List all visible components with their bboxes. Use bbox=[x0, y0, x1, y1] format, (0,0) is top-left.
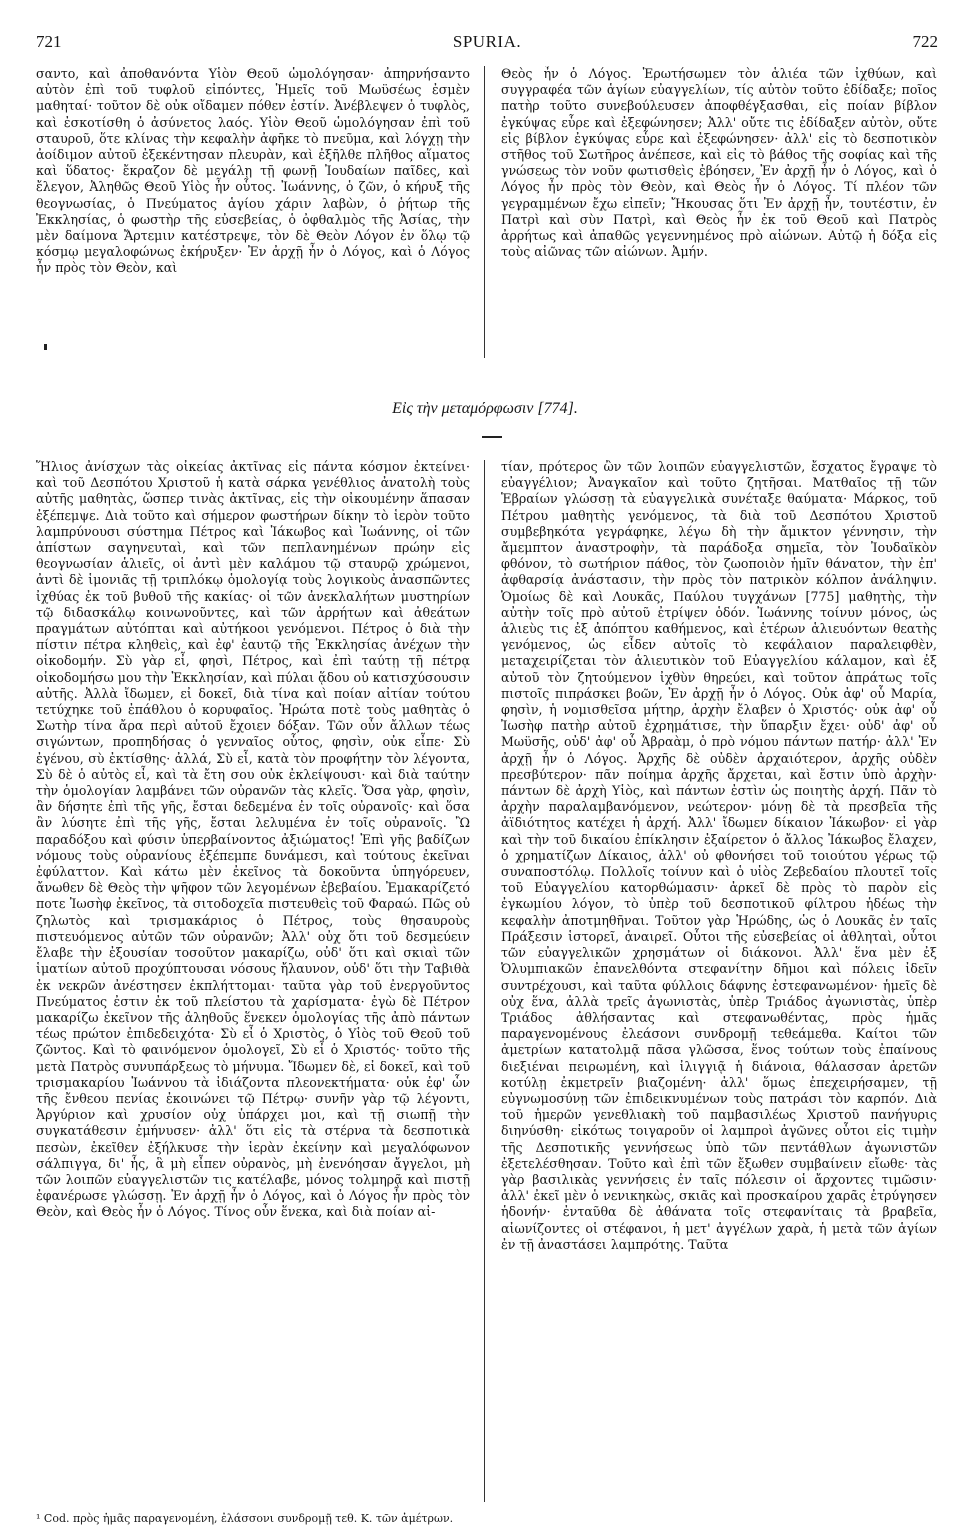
page-number-left: 721 bbox=[36, 32, 62, 51]
margin-mark bbox=[44, 344, 47, 350]
top-right-column bbox=[501, 66, 937, 356]
section-title: Εἰς τὴν μεταμόρφωσιν [774]. bbox=[392, 400, 578, 417]
page-number-right: 722 bbox=[912, 32, 938, 51]
top-left-paragraph: σαντο, καὶ ἀποθανόντα Υἱὸν Θεοῦ ὡμολόγησαν· ἀπηρνήσαντο αὐτὸν ἐπὶ τοῦ τυφλοῦ εἰπόντες, Ἡμεῖς τοῦ Μωϋσέως ἐσμὲν μαθηταί· τοῦτον δὲ οὐκ οἴδαμεν πόθεν ἐστίν. Ἀνέβλεψεν ὁ τυφλὸς, καὶ ἐσκοτίσθη ὁ ἀσύνετος λαός. Υἱὸν Θεοῦ ὡμολόγησαν ἐπὶ τοῦ σταυροῦ, ὅτε κλίνας τὴν κεφαλὴν ἀφῆκε τὸ πνεῦμα, καὶ λόγχῃ τὴν ἀοίδιμον αὐτοῦ ἐξεκέντησαν πλευρὰν, καὶ ἐξῆλθε πλῆθος αἵματος καὶ ὕδατος· ἔκραζον δὲ μεγάλῃ τῇ φωνῇ Ἰουδαίων παῖδες, καὶ ἔλεγον, Ἀληθῶς Θεοῦ Υἱὸς ἦν οὗτος. Ἰωάννης, ὁ ζῶν, ὁ κήρυξ τῆς θεογνωσίας, ὁ Πνεύματος ἁγίου χάριν λαβὼν, ὁ ῥήτωρ τῆς Ἐκκλησίας, ὁ φωστὴρ τῆς εὐσεβείας, ὁ ὀφθαλμὸς τῆς Ἀσίας, τὴν μὲν δαίμονα Ἄρτεμιν κατέστρεψε, τὸν δὲ Θεὸν Λόγον ἐν ὅλῳ τῷ κόσμῳ μεγαλοφώνως ἐκήρυξεν· Ἐν ἀρχῇ ἦν ὁ Λόγος, καὶ ὁ Λόγος ἦν πρὸς τὸν Θεὸν, καὶ bbox=[36, 66, 470, 276]
running-title: SPURIA. bbox=[452, 32, 522, 51]
bottom-right-paragraph: τίαν, πρότερος ὢν τῶν λοιπῶν εὐαγγελιστῶν, ἔσχατος ἔγραψε τὸ εὐαγγέλιον; Ἀναγκαῖον καὶ τοῦτο ζητῆσαι. Ματθαῖος τῇ τῶν Ἑβραίων γλώσσῃ τὰ εὐαγγελικὰ συνέταξε θαύματα· Μάρκος, τοῦ Πέτρου μαθητὴς γενόμενος, τὰ διὰ τοῦ Δεσπότου Χριστοῦ συμβεβηκότα γεγράφηκε, λέγω δὴ τὴν ἄμικτον γέννησιν, τὴν ἄμεμπτον ἀναστροφὴν, τὰ παράδοξα σημεῖα, τὸν Ἰουδαϊκὸν φθόνον, τὸ σωτήριον πάθος, τὸν ζωοποιὸν ἡμῖν θάνατον, τὴν ἐπ' ἀφθαρσίᾳ ἀνάστασιν, τὴν πρὸς τὸν πατρικὸν κόλπον ἀνάληψιν. Ὁμοίως δὲ καὶ Λουκᾶς, Παύλου τυγχάνων [775] μαθητὴς, τὴν αὐτὴν τοῖς πρὸ αὐτοῦ ἐτρίψεν ὁδόν. Ἰωάννης τοίνυν μόνος, ὡς ἁλιεὺς τις ἐξ ἀπόπτου καθήμενος, καὶ ἑτέρων ἁλιευόντων θεατὴς γενόμενος, ὡς εἶδεν αὐτοῖς τὸ κεφάλαιον παραλειφθὲν, μεταχειρίζεται τὸν ἁλιευτικὸν τοῦ Εὐαγγελίου κάλαμον, καὶ ἐξ αὐτοῦ τὸν ζητούμενον ἰχθὺν θηρεύει, καὶ τοῦτον ἀπράτως τοῖς πιστοῖς πιπράσκει βοῶν, Ἐν ἀρχῇ ἦν ὁ Λόγος. Οὐκ ἀφ' οὗ Μαρία, φησὶν, ἡ νομισθεῖσα μήτηρ, ἀρχὴν ἔλαβεν ὁ Χριστός· οὐκ ἀφ' οὗ Ἰωσὴφ πατὴρ αὐτοῦ ἐχρημάτισε, τὴν ὕπαρξιν ἔχει· οὐδ' ἀφ' οὗ Μωϋσῆς, οὐδ' ἀφ' οὗ Ἀβραὰμ, ὁ πρὸ νόμου πάντων πατήρ· ἀλλ' Ἐν ἀρχῇ ἦν ὁ Λόγος. Ἀρχῆς δὲ οὐδὲν ἀρχαιότερον, ἀρχῆς οὐδὲν πρεσβύτερον· πᾶν ποίημα ἀρχῆς ἄρχεται, καὶ ἔστιν ὑπὸ ἀρχὴν· πάντων δὲ ἀρχὴ Υἱὸς, καὶ πάντων ἐστὶν ὡς ποιητὴς ἀρχή. Πᾶν τὸ ἀρχὴν παραλαμβανόμενον, νεώτερον· μόνῃ δὲ τὰ πρεσβεῖα τῆς ἀϊδιότητος κατέχει ἡ ἀρχή. Ἀλλ' ἴδωμεν δίκαιον Ἰάκωβον· εἰ γὰρ καὶ τὴν τοῦ δικαίου ἐπίκλησιν ἐξαίρετον ὁ ἄλλος Ἰάκωβος ἔλαχεν, ὁ χρηματίζων Δίκαιος, ἀλλ' οὐ φθονήσει τοῦ τοιούτου γέρως τῷ συναποστόλῳ. Πολλοῖς τοίνυν καὶ ὁ υἱὸς Ζεβεδαίου πλουτεῖ τοῖς τοῦ Εὐαγγελίου κατορθώμασιν· ἀρκεῖ δὲ πρὸς τὸ παρὸν εἰς ἐγκωμίου λόγον, τὸ ὑπὲρ τοῦ δεσποτικοῦ φίλτρου ἡδέως τὴν κεφαλὴν ἀποτμηθῆναι. Τοῦτον γὰρ Ἡρώδης, ὡς ὁ Λουκᾶς ἐν ταῖς Πράξεσιν ἱστορεῖ, ἀναιρεῖ. Οὗτοι τῆς εὐσεβείας οἱ ἀθληταὶ, οὗτοι τῶν εὐαγγελικῶν χρησμάτων οἱ διάκονοι. Ἀλλ' ἕνα μὲν ἐξ Ὀλυμπιακῶν ἐπανελθόντα στεφανίτην δῆμοι καὶ πόλεις ἰδεῖν συντρέχουσι, καὶ ταῦτα φύλλοις δάφνης ἐστεφανωμένον· ἡμεῖς δὲ οὐχ ἕνα, ἀλλὰ τρεῖς ἀγωνιστὰς, ὑπὲρ Τριάδος ἀγωνιστὰς, ὑπὲρ Τριάδος ἀθλήσαντας καὶ στεφανωθέντας, πρὸς ἡμᾶς παραγενομένους ἐλεάσονι συνδρομῇ τεθεάμεθα. Καίτοι τῶν ἀμετρίων κατατολμᾷ πᾶσα γλῶσσα, ἕνος τούτων τοὺς ἐπαίνους διεξιέναι πειρωμένη, καὶ ἰλιγγιᾷ ἡ διάνοια, θάλασσαν ἀρετῶν κοτύλῃ ἐκμετρεῖν βιαζομένη· ἀλλ' ὅμως ἐπεχειρήσαμεν, τῇ εὐγνωμοσύνῃ τῶν ἐπιδεικνυμένων τοὺς πατράσι τὸν καρπόν. Διὰ τοῦ ἡμερῶν γενεθλιακὴ τοῦ παμβασιλέως Χριστοῦ πανήγυρις διηνύσθη· εἰκότως τοιγαροῦν οἱ λαμπροὶ ἀγῶνες οὗτοι εἰς τιμὴν τῆς Δεσποτικῆς γεννήσεως ὑπὸ τῶν πεντάθλων ἀγωνιστῶν ἐξετελέσθησαν. Τοῦτο καὶ ἐπὶ τῶν ἔξωθεν συμβαίνειν εἴωθε· τὰς γὰρ βασιλικὰς γεννήσεις ἐν ταῖς πόλεσιν οἱ ἄρχοντες τιμῶσιν· ἀλλ' ἐκεῖ μὲν ὁ νενικηκὼς, σκιᾶς καὶ προσκαίρου χαρᾶς ἐτρύγησεν ἡδονήν· ἐνταῦθα δὲ ἀθάνατα τοῖς στεφανίταις τὰ βραβεῖα, αἰωνίζοντες οἱ στέφανοι, ἡ μετ' ἀγγέλων χαρὰ, ἡ μετὰ τῶν ἁγίων ἐν τῇ ἀναστάσει λαμπρότης. Ταῦτα bbox=[501, 459, 937, 1252]
column-divider-top bbox=[484, 66, 485, 358]
running-head bbox=[36, 32, 938, 56]
bottom-left-paragraph: Ἥλιος ἀνίσχων τὰς οἰκείας ἀκτῖνας εἰς πάντα κόσμον ἐκτείνει· καὶ τοῦ Δεσπότου Χριστοῦ ἡ κατὰ σάρκα γενέθλιος ἀνατολὴ τοὺς αὐτῆς μαθητὰς, ὥσπερ τινὰς ἀκτῖνας, εἰς τὴν οἰκουμένην ἅπασαν ἐξέπεμψε. Διὰ τοῦτο καὶ σήμερον φωστήρων δίκην τὸ ἱερὸν τοῦτο λαμπρύνουσι σύστημα Πέτρος καὶ Ἰάκωβος καὶ Ἰωάννης, οἱ τῶν ἀπίστων σαγηνευταὶ, καὶ τῶν πεπλανημένων πρώην εἰς θεογνωσίαν ἁλιεῖς, οἱ ἀντὶ μὲν καλάμου τῷ σταυρῷ χρώμενοι, ἀντὶ δὲ ἱμονιᾶς τῇ τριπλόκῳ ὁμολογίᾳ τοὺς λογικοὺς ἀνασπῶντες ἰχθύας ἐκ τοῦ βυθοῦ τῆς κακίας· οἱ τῶν ἀνεκλαλήτων μυστηρίων τῷ διδασκάλῳ κοινωνοῦντες, καὶ τῶν ἀρρήτων καὶ ἀθεάτων πραγμάτων αὐτόπται καὶ αὐτήκοοι γενόμενοι. Πέτρος ὁ διὰ τὴν πίστιν πέτρα κληθεὶς, καὶ ἐφ' ἑαυτῷ τῆς Ἐκκλησίας ἀνέχων τὴν οἰκοδομήν. Σὺ γὰρ εἶ, φησὶ, Πέτρος, καὶ ἐπὶ ταύτῃ τῇ πέτρᾳ οἰκοδομήσω μου τὴν Ἐκκλησίαν, καὶ πύλαι ᾅδου οὐ κατισχύσουσιν αὐτῆς. Ἀλλὰ ἴδωμεν, εἰ δοκεῖ, διὰ τίνα καὶ ποίαν αἰτίαν τούτου τετύχηκε τοῦ ἐπάθλου ὁ κορυφαῖος. Ἠρώτα ποτὲ τοὺς μαθητὰς ὁ Σωτὴρ τίνα ἄρα περὶ αὐτοῦ ἔχοιεν δόξαν. Τῶν οὖν ἄλλων τέως σιγώντων, προπηδήσας ὁ γενναῖος οὗτος, φησὶν, οὐκ εἶπε· Σὺ ἐγένου, σὺ ἐκτίσθης· ἀλλά, Σὺ εἶ, κατὰ τὸν προφήτην τὸν λέγοντα, Σὺ δὲ ὁ αὐτὸς εἶ, καὶ τὰ ἔτη σου οὐκ ἐκλείψουσι· καὶ διὰ ταύτην τὴν ὁμολογίαν λαμβάνει τῶν οὐρανῶν τὰς κλεῖς. Ὅσα γὰρ, φησὶν, ἂν δήσητε ἐπὶ τῆς γῆς, ἔσται δεδεμένα ἐν τοῖς οὐρανοῖς· καὶ ὅσα ἂν λύσητε ἐπὶ τῆς γῆς, ἔσται λελυμένα ἐν τοῖς οὐρανοῖς. Ὢ παραδόξου καὶ φύσιν ὑπερβαίνοντος ἀξιώματος! Ἐπὶ γῆς βαδίζων νόμους τοὺς οὐρανίους ἐξέπεμπε δυνάμεσι, καὶ τούτους ἐκεῖναι ἐφύλαττον. Καὶ κάτω μὲν ἐκεῖνος τὰ δοκοῦντα ὑπηγόρευεν, ἄνωθεν δὲ Θεὸς τὴν ψῆφον τῶν λεγομένων ἐβεβαίου. Ἐμακαρίζετό ποτε Ἰωσὴφ ἐκεῖνος, τὰ σιτοδοχεῖα πιστευθεὶς τοῦ Φαραώ. Πῶς οὐ ζηλωτὸς καὶ τρισμακάριος ὁ Πέτρος, τοὺς θησαυροὺς πιστευόμενος αὐτῶν τῶν οὐρανῶν; Ἀλλ' οὐχ ὅτι τοῦ δεσμεύειν ἔλαβε τὴν ἐξουσίαν τοσοῦτον μακαρίζω, οὐδ' ὅτι καὶ σκιαὶ τῶν ἱματίων αὐτοῦ προχύπτουσαι νόσους ἤλαυνον, οὐδ' ὅτι τὴν Ταβιθὰ ἐκ νεκρῶν ἀνέστησεν ἐκπλήττομαι· ταῦτα γὰρ τοῦ ἐνεργοῦντος Πνεύματος ἐστιν ἐκ τοῦ πλείστου τὰ χαρίσματα· ἐγὼ δὲ Πέτρον μακαρίζω ἐκεῖνον τῆς ἀληθοῦς ἕνεκεν ὁμολογίας τῆς ἀπὸ πάντων τέως πρώτον ἐπιδεδειχότα· Σὺ εἶ ὁ Χριστὸς, ὁ Υἱὸς τοῦ Θεοῦ τοῦ ζῶντος. Καὶ τὸ φαινόμενον ὁμολογεῖ, Σὺ εἶ ὁ Χριστός· τοῦτο τῆς μετὰ Πατρὸς συνυπάρξεως τὸ μήνυμα. Ἴδωμεν δὲ, εἰ δοκεῖ, καὶ τοῦ τρισμακαρίου Ἰωάννου τὰ ἰδιάζοντα πλεονεκτήματα· οὐκ ἐφ' ὧν τῆς ἔνθεου πενίας ἐκοινώνει τῷ Πέτρῳ· συνῆν γὰρ τῷ λέγοντι, Ἀργύριον καὶ χρυσίον οὐχ ὑπάρχει μοι, καὶ τῇ σιωπῇ τὴν συγκατάθεσιν ἐμήνυσεν· ἀλλ' ὅτι εἰς τὰ στέρνα τὰ δεσποτικὰ πεσὼν, ἐκεῖθεν ἐξήλκυσε τὴν ἱερὰν ἐκείνην καὶ μεγαλόφωνον σάλπιγγα, δι' ἧς, ἃ μὴ εἶπεν οὐρανὸς, μὴ ἐνενόησαν ἄγγελοι, μὴ τῶν λοιπῶν εὐαγγελιστῶν τις κατέλαβε, μόνος τολμηρᾷ καὶ πιστῇ ἐφανέρωσε γλώσσῃ. Ἐν ἀρχῇ ἦν ὁ Λόγος, καὶ ὁ Λόγος ἦν πρὸς τὸν Θεὸν, καὶ Θεὸς ἦν ὁ Λόγος. Τίνος οὖν ἕνεκα, καὶ διὰ ποίαν αἰ- bbox=[36, 459, 470, 1220]
top-right-paragraph: Θεὸς ἦν ὁ Λόγος. Ἐρωτήσωμεν τὸν ἁλιέα τῶν ἰχθύων, καὶ συγγραφέα τῶν ἁγίων εὐαγγελίων, τίς αὐτὸν τοῦτο ἐδίδαξε; ποῖος πατὴρ τοῦτο συνεβούλευσεν ἀποφθέγξασθαι, εἰς ποίαν βίβλον ἐγκύψας εὗρε καὶ ἐξεφώνησεν; Ἀλλ' οὔτε τις ἐδίδαξεν αὐτὸν, οὔτε εἰς βίβλον ἐγκύψας εὗρε καὶ ἐξεφώνησεν· ἀλλ' εἰς τὸ δεσποτικὸν στῆθος τοῦ Σωτῆρος ἀνέπεσε, καὶ εἰς τὸ βάθος τῆς σοφίας καὶ τῆς γνώσεως τὸν νοῦν φωτισθεὶς ἐβόησεν, Ἐν ἀρχῇ ἦν ὁ Λόγος, καὶ ὁ Λόγος ἦν πρὸς τὸν Θεὸν, καὶ Θεὸς ἦν ὁ Λόγος. Τί πλέον τῶν γεγραμμένων ἔχω εἰπεῖν; Ἤκουσας ὅτι Ἐν ἀρχῇ ἦν, τουτέστιν, ἐν Πατρὶ καὶ σὺν Πατρὶ, καὶ Θεὸς ἦν ἐκ τοῦ Θεοῦ καὶ Πατρὸς ἀρρήτως καὶ ἀπαθῶς γεγεννημένος πρὸ αἰώνων. Αὐτῷ ἡ δόξα εἰς τοὺς αἰῶνας τῶν αἰώνων. Ἀμήν. bbox=[501, 66, 937, 260]
footnote: ¹ Cod. πρὸς ἡμᾶς παραγενομένη, ἐλάσσονι συνδρομῇ τεθ. K. τῶν ἀμέτρων. bbox=[36, 1512, 454, 1525]
bottom-right-column bbox=[501, 459, 937, 1504]
column-divider-bottom bbox=[484, 460, 485, 1502]
title-dash bbox=[482, 436, 502, 438]
top-left-column bbox=[36, 66, 470, 356]
bottom-left-column bbox=[36, 459, 470, 1504]
